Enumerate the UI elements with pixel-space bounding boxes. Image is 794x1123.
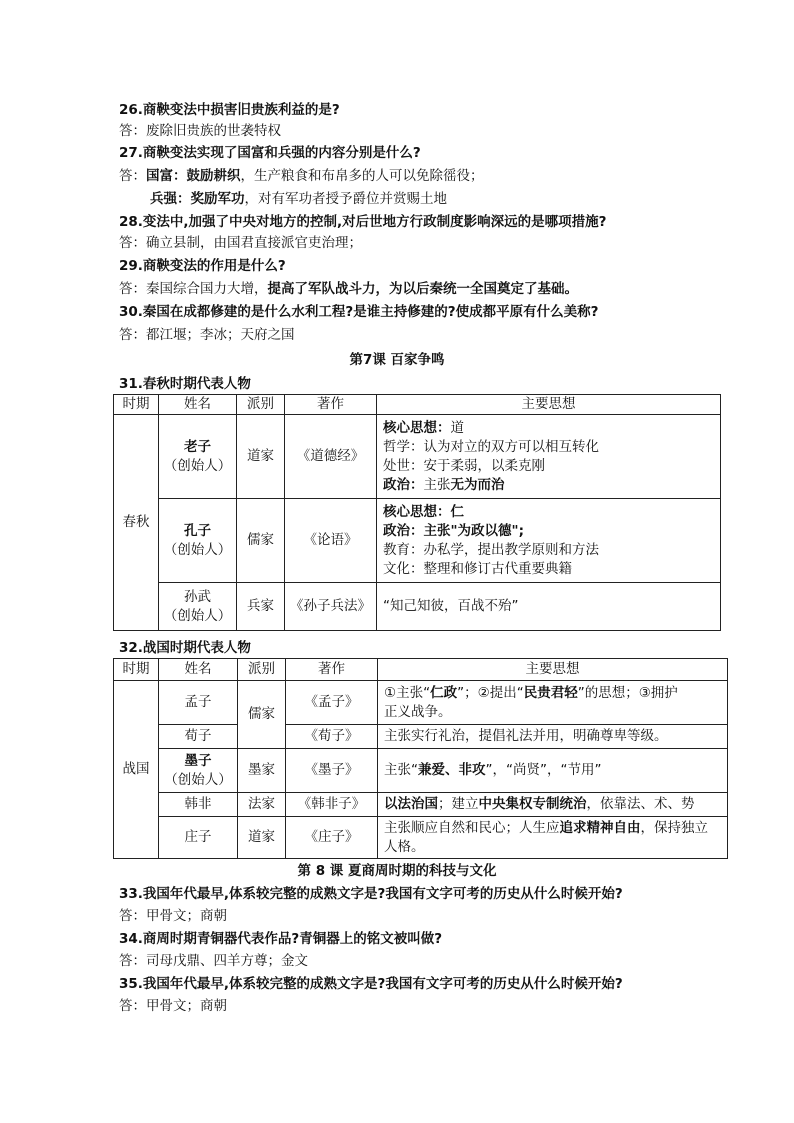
founder-note: （创始人） — [164, 771, 232, 788]
idea-text: 哲学：认为对立的双方可以相互转化 — [383, 438, 599, 455]
table-32-header — [114, 659, 728, 681]
header-ideas: 主要思想 — [378, 659, 728, 681]
table-row — [114, 415, 721, 499]
work-cell: 《孙子兵法》 — [285, 583, 377, 631]
founder-note: （创始人） — [163, 607, 232, 624]
question-34: 34.商周时期青铜器代表作品?青铜器上的铭文被叫做? — [119, 931, 443, 947]
answer-27-line1 — [119, 166, 484, 186]
person-name: 墨子 — [184, 752, 212, 769]
work-cell: 《庄子》 — [286, 817, 378, 859]
answer-27-bold2: 兵强：奖励军功 — [150, 191, 245, 207]
ideas-cell — [377, 499, 721, 583]
work-cell: 《荀子》 — [286, 725, 378, 749]
table-row — [114, 725, 728, 749]
ideas-cell — [378, 749, 728, 793]
question-29: 29.商鞅变法的作用是什么? — [119, 258, 286, 274]
ideas-cell: “知己知彼，百战不殆” — [377, 583, 721, 631]
idea-text: ”，“尚贤”，“节用” — [485, 762, 602, 778]
question-26: 26.商鞅变法中损害旧贵族利益的是? — [119, 102, 340, 118]
idea-text: 主张 — [423, 476, 451, 493]
header-work: 著作 — [285, 395, 377, 415]
answer-27-bold1: 国富：鼓励耕织 — [146, 168, 241, 184]
school-cell: 儒家 — [237, 499, 285, 583]
table-31-header — [114, 395, 721, 415]
idea-line — [383, 476, 716, 495]
school-cell: 儒家 — [238, 681, 286, 749]
idea-text: 道 — [450, 419, 464, 436]
question-30: 30.秦国在成都修建的是什么水利工程?是谁主持修建的?使成都平原有什么美称? — [119, 304, 599, 320]
answer-27-rest1: ，生产粮食和布帛多的人可以免除徭役； — [240, 168, 484, 184]
header-work: 著作 — [286, 659, 378, 681]
answer-27-rest2: ，对有军功者授予爵位并赏赐土地 — [244, 191, 447, 207]
answer-29-bold: 提高了军队战斗力，为以后秦统一全国奠定了基础。 — [267, 281, 578, 297]
period-cell: 春秋 — [114, 415, 159, 631]
idea-text: 主张顺应自然和民心；人生应 — [384, 819, 560, 836]
header-school: 派别 — [238, 659, 286, 681]
work-cell: 《墨子》 — [286, 749, 378, 793]
idea-line: 教育：办私学，提出教学原则和方法 — [383, 541, 599, 558]
answer-33: 答：甲骨文；商朝 — [119, 908, 227, 924]
name-cell: 庄子 — [159, 817, 238, 859]
idea-line: 政治：主张"为政以德"; — [383, 522, 524, 539]
lesson-8-title: 第 8 课 夏商周时期的科技与文化 — [297, 863, 497, 879]
idea-line — [383, 438, 716, 457]
idea-bold: 追求精神自由 — [559, 819, 641, 836]
idea-line — [384, 684, 723, 703]
ideas-cell — [378, 817, 728, 859]
idea-line — [383, 419, 716, 438]
name-cell — [159, 415, 237, 499]
idea-text: ；建立 — [438, 796, 479, 812]
idea-bold: 政治： — [383, 476, 424, 493]
work-cell: 《韩非子》 — [286, 793, 378, 817]
header-school: 派别 — [237, 395, 285, 415]
idea-line — [383, 457, 716, 476]
answer-34: 答：司母戊鼎、四羊方尊；金文 — [119, 953, 308, 969]
school-cell: 兵家 — [237, 583, 285, 631]
idea-bold: 以法治国 — [384, 796, 438, 812]
ideas-cell — [378, 681, 728, 725]
name-cell — [159, 583, 237, 631]
answer-28: 答：确立县制，由国君直接派官吏治理； — [119, 235, 362, 251]
work-cell: 《道德经》 — [285, 415, 377, 499]
idea-text: ①主张“ — [384, 684, 431, 701]
answer-27-line2 — [150, 189, 447, 209]
idea-text: ，保持独立 — [640, 819, 708, 836]
ideas-cell: 主张实行礼治，提倡礼法并用，明确尊卑等级。 — [378, 725, 728, 749]
idea-bold: 核心思想： — [383, 419, 451, 436]
idea-text: 处世：安于柔弱，以柔克刚 — [383, 457, 545, 474]
ideas-cell — [378, 793, 728, 817]
idea-line: 核心思想：仁 — [383, 503, 464, 520]
question-27: 27.商鞅变法实现了国富和兵强的内容分别是什么? — [119, 145, 421, 161]
founder-note: （创始人） — [163, 457, 232, 474]
person-name: 老子 — [184, 438, 211, 455]
table-row — [114, 681, 728, 725]
table-32 — [113, 658, 728, 859]
header-period: 时期 — [114, 395, 159, 415]
idea-text: 主张“ — [384, 762, 418, 778]
idea-text: ”的思想；③拥护 — [577, 684, 678, 701]
answer-29 — [119, 279, 578, 299]
answer-26: 答：废除旧贵族的世袭特权 — [119, 123, 281, 139]
table-row — [114, 793, 728, 817]
idea-line — [384, 819, 723, 838]
person-name: 孔子 — [184, 522, 211, 539]
table-row — [114, 817, 728, 859]
person-name: 孙武 — [184, 588, 211, 605]
idea-bold: 民贵君轻 — [523, 684, 578, 701]
name-cell — [159, 499, 237, 583]
header-ideas: 主要思想 — [377, 395, 721, 415]
answer-30: 答：都江堰；李冰；天府之国 — [119, 327, 295, 343]
founder-note: （创始人） — [163, 541, 232, 558]
table-row — [114, 583, 721, 631]
name-cell: 荀子 — [159, 725, 238, 749]
answer-prefix: 答： — [119, 168, 146, 184]
table-32-title: 32.战国时期代表人物 — [119, 640, 251, 656]
name-cell: 孟子 — [159, 681, 238, 725]
school-cell: 墨家 — [238, 749, 286, 793]
school-cell: 道家 — [238, 817, 286, 859]
question-33: 33.我国年代最早,体系较完整的成熟文字是?我国有文字可考的历史从什么时候开始? — [119, 886, 623, 902]
idea-bold: 兼爱、非攻 — [418, 762, 486, 778]
question-35: 35.我国年代最早,体系较完整的成熟文字是?我国有文字可考的历史从什么时候开始? — [119, 976, 623, 992]
ideas-cell — [377, 415, 721, 499]
name-cell: 韩非 — [159, 793, 238, 817]
school-cell: 道家 — [237, 415, 285, 499]
table-row — [114, 499, 721, 583]
table-31-title: 31.春秋时期代表人物 — [119, 376, 251, 392]
idea-text: ”；②提出“ — [457, 684, 524, 701]
idea-bold: 仁政 — [430, 684, 458, 701]
idea-text: ，依靠法、术、势 — [586, 796, 695, 812]
idea-bold: 中央集权专制统治 — [478, 796, 587, 812]
idea-bold: 无为而治 — [450, 476, 505, 493]
table-row — [114, 749, 728, 793]
name-cell — [159, 749, 238, 793]
header-name: 姓名 — [159, 659, 238, 681]
idea-line: 人格。 — [384, 838, 425, 855]
header-period: 时期 — [114, 659, 159, 681]
idea-line: 正义战争。 — [384, 703, 452, 720]
period-cell: 战国 — [114, 681, 159, 859]
answer-35: 答：甲骨文；商朝 — [119, 998, 227, 1014]
school-cell: 法家 — [238, 793, 286, 817]
work-cell: 《孟子》 — [286, 681, 378, 725]
work-cell: 《论语》 — [285, 499, 377, 583]
question-28: 28.变法中,加强了中央对地方的控制,对后世地方行政制度影响深远的是哪项措施? — [119, 214, 607, 230]
answer-29-prefix: 答：秦国综合国力大增， — [119, 281, 268, 297]
idea-line: 文化：整理和修订古代重要典籍 — [383, 560, 572, 577]
table-31 — [113, 394, 721, 631]
lesson-7-title: 第7课 百家争鸣 — [349, 352, 445, 368]
header-name: 姓名 — [159, 395, 237, 415]
